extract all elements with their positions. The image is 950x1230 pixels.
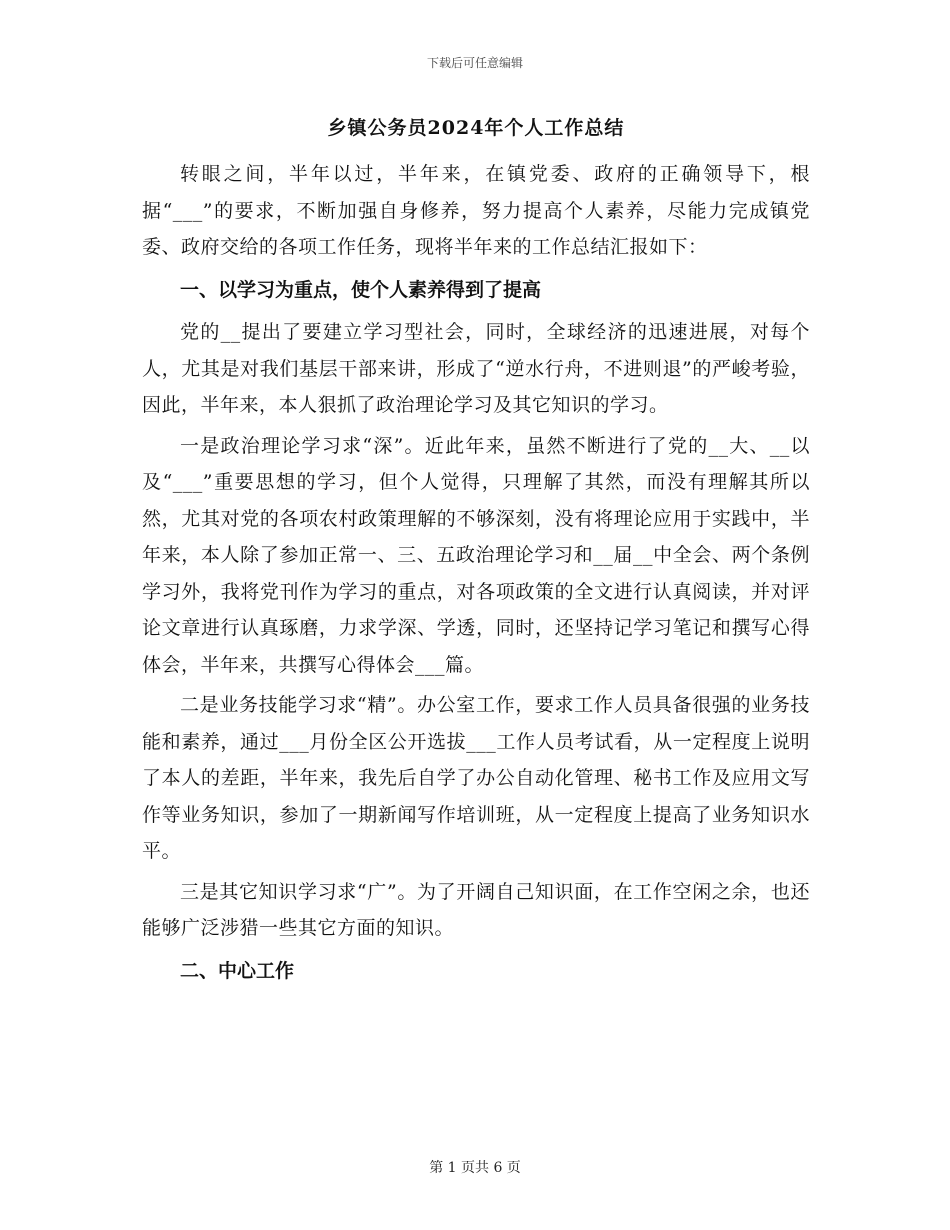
section-heading-2: 二、中心工作 bbox=[180, 959, 295, 982]
body-paragraph-4: 二是业务技能学习求“精”。办公室工作，要求工作人员具备很强的业务技能和素养，通过___月份全区公开选拔___工作人员考试看，从一定程度上说明了本人的差距，半年来，我先后自学了办公自动化管理、秘书工作及应用文写作等业务知识，参加了一期新闻写作培训班，从一定程度上提高了业务知识水平。 bbox=[142, 694, 810, 862]
body-paragraph-3: 一是政治理论学习求“深”。近此年来，虽然不断进行了党的__大、__以及“___”重要思想的学习，但个人觉得，只理解了其然，而没有理解其所以然，尤其对党的各项农村政策理解的不够深刻，没有将理论应用于实践中，半年来，本人除了参加正常一、三、五政治理论学习和__届__中全会、两个条例学习外，我将党刊作为学习的重点，对各项政策的全文进行认真阅读，并对评论文章进行认真琢磨，力求学深、学透，同时，还坚持记学习笔记和撰写心得体会，半年来，共撰写心得体会___篇。 bbox=[142, 434, 810, 676]
section-heading-1: 一、以学习为重点，使个人素养得到了提高 bbox=[180, 278, 542, 301]
page-header-note: 下载后可任意编辑 bbox=[426, 56, 523, 70]
body-paragraph-2: 党的__提出了要建立学习型社会，同时，全球经济的迅速进展，对每个人，尤其是对我们基层干部来讲，形成了“逆水行舟，不进则退”的严峻考验，因此，半年来，本人狠抓了政治理论学习及其它知识的学习。 bbox=[142, 321, 810, 416]
intro-paragraph: 转眼之间，半年以过，半年来，在镇党委、政府的正确领导下，根据“___”的要求，不断加强自身修养，努力提高个人素养，尽能力完成镇党委、政府交给的各项工作任务，现将半年来的工作总结汇报如下： bbox=[142, 163, 810, 258]
document-title: 乡镇公务员2024年个人工作总结 bbox=[327, 117, 625, 139]
page-footer: 第 1 页共 6 页 bbox=[429, 1160, 521, 1176]
document-body bbox=[142, 110, 810, 991]
body-paragraph-5: 三是其它知识学习求“广”。为了开阔自己知识面，在工作空闲之余，也还能够广泛涉猎一些其它方面的知识。 bbox=[142, 880, 810, 939]
